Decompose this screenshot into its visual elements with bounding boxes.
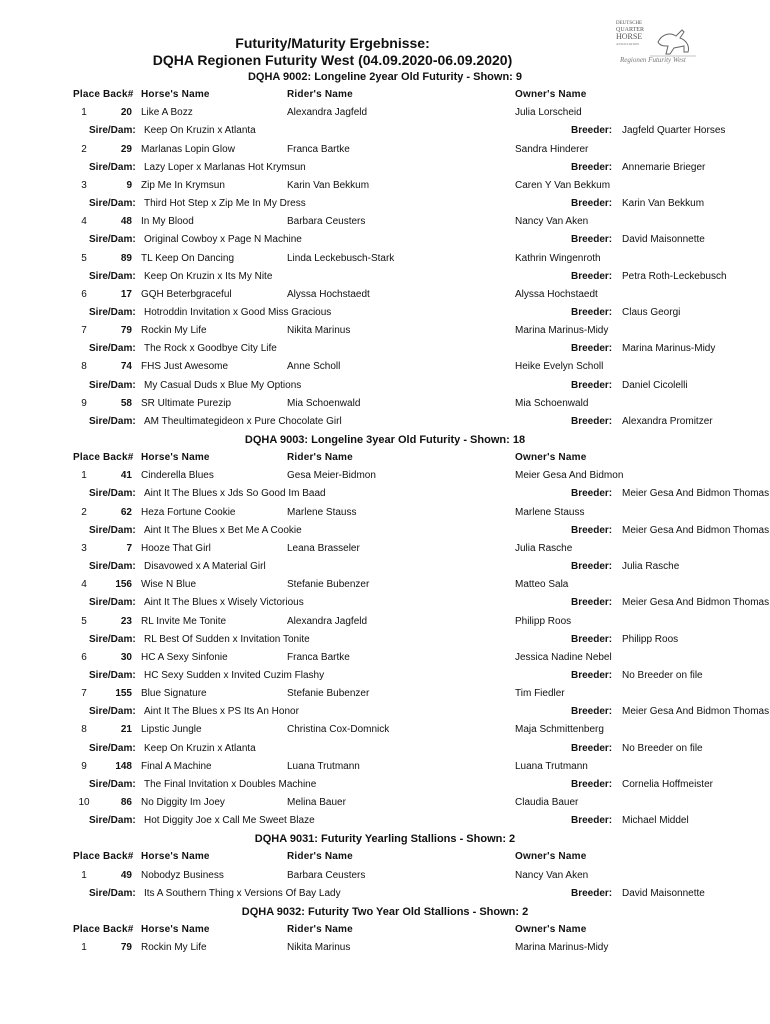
sire-dam-value: AM Theultimategideon x Pure Chocolate Girl: [144, 415, 342, 427]
rider-name: Luana Trutmann: [287, 760, 360, 772]
breeder-label: Breeder:: [571, 524, 613, 536]
sire-dam-value: HC Sexy Sudden x Invited Cuzim Flashy: [144, 669, 325, 681]
owner-name: Caren Y Van Bekkum: [515, 179, 611, 191]
place-value: 5: [81, 252, 87, 264]
back-number: 21: [120, 724, 132, 736]
column-header-place: Place: [73, 851, 101, 863]
sire-dam-label: Sire/Dam:: [89, 706, 136, 718]
result-row: [0, 289, 770, 307]
back-number: 23: [120, 615, 132, 627]
owner-name: Nancy Van Aken: [515, 869, 589, 881]
sire-dam-label: Sire/Dam:: [89, 270, 136, 282]
owner-name: Marina Marinus-Midy: [515, 942, 609, 954]
breeder-label: Breeder:: [571, 488, 613, 500]
rider-name: Barbara Ceusters: [287, 869, 366, 881]
back-number: 58: [120, 397, 132, 409]
rider-name: Franca Bartke: [287, 651, 350, 663]
result-row: [0, 144, 770, 162]
breeder-value: Cornelia Hoffmeister: [622, 778, 713, 790]
column-header-horse: Horse's Name: [141, 89, 210, 101]
rider-name: Karin Van Bekkum: [287, 179, 370, 191]
result-row: [0, 470, 770, 488]
logo-text-2: QUARTER: [616, 27, 644, 33]
result-row: [0, 361, 770, 379]
breeder-label: Breeder:: [571, 597, 613, 609]
breeder-label: Breeder:: [571, 125, 613, 137]
column-header-owner: Owner's Name: [515, 851, 587, 863]
result-row: [0, 253, 770, 271]
back-number: 41: [120, 470, 132, 482]
rider-name: Barbara Ceusters: [287, 216, 366, 228]
rider-name: Mia Schoenwald: [287, 397, 361, 409]
sire-dam-label: Sire/Dam:: [89, 306, 136, 318]
horse-name: Blue Signature: [141, 688, 207, 700]
breeder-value: Alexandra Promitzer: [622, 415, 713, 427]
result-row: [0, 180, 770, 198]
place-value: 9: [81, 760, 87, 772]
sire-dam-value: Keep On Kruzin x Atlanta: [144, 125, 256, 137]
breeder-label: Breeder:: [571, 270, 613, 282]
horse-name: Heza Fortune Cookie: [141, 506, 236, 518]
column-header-row: [0, 924, 770, 942]
result-row: [0, 942, 770, 960]
breeder-value: Claus Georgi: [622, 306, 681, 318]
sire-dam-value: Original Cowboy x Page N Machine: [144, 234, 302, 246]
sire-dam-label: Sire/Dam:: [89, 198, 136, 210]
breeder-label: Breeder:: [571, 415, 613, 427]
breeder-value: Jagfeld Quarter Horses: [622, 125, 726, 137]
pedigree-row: [0, 888, 770, 906]
rider-name: Melina Bauer: [287, 797, 346, 808]
column-header-back: Back#: [103, 851, 134, 863]
breeder-label: Breeder:: [571, 742, 613, 754]
horse-name: Zip Me In Krymsun: [141, 179, 225, 191]
logo-text-1: DEUTSCHE: [616, 21, 643, 26]
breeder-label: Breeder:: [571, 887, 613, 899]
result-row: [0, 579, 770, 597]
breeder-value: Petra Roth-Leckebusch: [622, 270, 727, 282]
pedigree-row: [0, 670, 770, 688]
owner-name: Meier Gesa And Bidmon: [515, 470, 624, 482]
owner-name: Matteo Sala: [515, 579, 569, 591]
horse-name: GQH Beterbgraceful: [141, 288, 232, 300]
back-number: 9: [126, 179, 132, 191]
owner-name: Julia Lorscheid: [515, 107, 582, 119]
column-header-back: Back#: [103, 452, 134, 464]
breeder-value: Julia Rasche: [622, 561, 680, 573]
horse-name: No Diggity Im Joey: [141, 797, 225, 808]
pedigree-row: [0, 125, 770, 143]
pedigree-row: [0, 162, 770, 180]
place-value: 1: [81, 107, 87, 119]
place-value: 7: [81, 325, 87, 337]
breeder-label: Breeder:: [571, 669, 613, 681]
horse-icon: [658, 30, 689, 54]
back-number: 89: [120, 252, 132, 264]
report-title: Futurity/Maturity Ergebnisse:: [235, 35, 430, 51]
sire-dam-value: Hot Diggity Joe x Call Me Sweet Blaze: [144, 815, 315, 827]
column-header-horse: Horse's Name: [141, 452, 210, 464]
back-number: 30: [120, 651, 132, 663]
logo-script-text: Regionen Futurity West: [620, 56, 686, 64]
sire-dam-value: Third Hot Step x Zip Me In My Dress: [144, 198, 306, 210]
breeder-value: David Maisonnette: [622, 887, 705, 899]
place-value: 6: [81, 651, 87, 663]
back-number: 7: [126, 542, 132, 554]
pedigree-row: [0, 234, 770, 252]
result-row: [0, 398, 770, 416]
breeder-label: Breeder:: [571, 561, 613, 573]
breeder-value: No Breeder on file: [622, 669, 703, 681]
rider-name: Christina Cox-Domnick: [287, 724, 390, 736]
back-number: 17: [120, 288, 132, 300]
sire-dam-value: The Rock x Goodbye City Life: [144, 343, 277, 355]
back-number: 86: [120, 797, 132, 808]
place-value: 4: [81, 216, 87, 228]
dqha-logo: [606, 16, 698, 70]
column-header-back: Back#: [103, 924, 134, 936]
sire-dam-value: Aint It The Blues x PS Its An Honor: [144, 706, 299, 718]
column-header-rider: Rider's Name: [287, 851, 353, 863]
rider-name: Nikita Marinus: [287, 942, 351, 954]
breeder-label: Breeder:: [571, 706, 613, 718]
place-value: 7: [81, 688, 87, 700]
owner-name: Marlene Stauss: [515, 506, 585, 518]
pedigree-row: [0, 488, 770, 506]
horse-name: TL Keep On Dancing: [141, 252, 235, 264]
sire-dam-label: Sire/Dam:: [89, 161, 136, 173]
horse-name: Like A Bozz: [141, 107, 193, 119]
horse-name: Final A Machine: [141, 760, 212, 772]
sire-dam-value: Hotroddin Invitation x Good Miss Gracious: [144, 306, 332, 318]
place-value: 2: [81, 143, 87, 155]
horse-name: Lipstic Jungle: [141, 724, 202, 736]
horse-name: RL Invite Me Tonite: [141, 615, 227, 627]
column-header-back: Back#: [103, 89, 134, 101]
horse-name: Wise N Blue: [141, 579, 197, 591]
back-number: 29: [120, 143, 132, 155]
rider-name: Linda Leckebusch-Stark: [287, 252, 395, 264]
place-value: 10: [78, 797, 90, 808]
column-header-row: [0, 851, 770, 869]
column-header-row: [0, 452, 770, 470]
column-header-horse: Horse's Name: [141, 924, 210, 936]
owner-name: Kathrin Wingenroth: [515, 252, 601, 264]
sire-dam-value: Its A Southern Thing x Versions Of Bay Lady: [144, 887, 341, 899]
sire-dam-label: Sire/Dam:: [89, 415, 136, 427]
owner-name: Luana Trutmann: [515, 760, 588, 772]
horse-name: Cinderella Blues: [141, 470, 214, 482]
pedigree-row: [0, 198, 770, 216]
horse-name: HC A Sexy Sinfonie: [141, 651, 228, 663]
logo-text-4: ASSOCIATION: [616, 42, 639, 46]
rider-name: Stefanie Bubenzer: [287, 688, 370, 700]
column-header-owner: Owner's Name: [515, 89, 587, 101]
result-row: [0, 870, 770, 888]
back-number: 155: [115, 688, 132, 700]
result-row: [0, 652, 770, 670]
rider-name: Marlene Stauss: [287, 506, 357, 518]
breeder-label: Breeder:: [571, 815, 613, 827]
owner-name: Mia Schoenwald: [515, 397, 589, 409]
column-header-rider: Rider's Name: [287, 89, 353, 101]
sire-dam-label: Sire/Dam:: [89, 125, 136, 137]
pedigree-row: [0, 634, 770, 652]
back-number: 79: [120, 942, 132, 954]
result-row: [0, 688, 770, 706]
back-number: 62: [120, 506, 132, 518]
horse-name: Hooze That Girl: [141, 542, 211, 554]
pedigree-row: [0, 416, 770, 434]
back-number: 74: [120, 361, 132, 373]
sire-dam-value: Aint It The Blues x Wisely Victorious: [144, 597, 304, 609]
place-value: 8: [81, 361, 87, 373]
back-number: 79: [120, 325, 132, 337]
breeder-label: Breeder:: [571, 234, 613, 246]
owner-name: Julia Rasche: [515, 542, 573, 554]
breeder-value: Michael Middel: [622, 815, 689, 827]
breeder-value: Meier Gesa And Bidmon Thomas: [622, 488, 770, 500]
place-value: 2: [81, 506, 87, 518]
sire-dam-value: RL Best Of Sudden x Invitation Tonite: [144, 633, 310, 645]
result-row: [0, 543, 770, 561]
event-title: DQHA Regionen Futurity West (04.09.2020-06.09.2020): [152, 52, 513, 68]
horse-name: FHS Just Awesome: [141, 361, 229, 373]
sire-dam-value: Aint It The Blues x Jds So Good Im Baad: [144, 488, 326, 500]
column-header-horse: Horse's Name: [141, 851, 210, 863]
breeder-value: Meier Gesa And Bidmon Thomas: [622, 706, 770, 718]
pedigree-row: [0, 706, 770, 724]
place-value: 1: [81, 942, 87, 954]
back-number: 148: [115, 760, 132, 772]
pedigree-row: [0, 271, 770, 289]
horse-name: Marlanas Lopin Glow: [141, 143, 235, 155]
result-row: [0, 507, 770, 525]
result-row: [0, 797, 770, 815]
rider-name: Alexandra Jagfeld: [287, 615, 368, 627]
rider-name: Franca Bartke: [287, 143, 350, 155]
owner-name: Claudia Bauer: [515, 797, 579, 808]
breeder-value: David Maisonnette: [622, 234, 705, 246]
breeder-value: Annemarie Brieger: [622, 161, 706, 173]
owner-name: Tim Fiedler: [515, 688, 565, 700]
sire-dam-value: Aint It The Blues x Bet Me A Cookie: [144, 524, 302, 536]
owner-name: Alyssa Hochstaedt: [515, 288, 598, 300]
place-value: 9: [81, 397, 87, 409]
column-header-owner: Owner's Name: [515, 924, 587, 936]
sire-dam-value: Disavowed x A Material Girl: [144, 561, 266, 573]
sire-dam-label: Sire/Dam:: [89, 778, 136, 790]
pedigree-row: [0, 815, 770, 833]
place-value: 8: [81, 724, 87, 736]
column-header-owner: Owner's Name: [515, 452, 587, 464]
pedigree-row: [0, 779, 770, 797]
sire-dam-label: Sire/Dam:: [89, 234, 136, 246]
breeder-value: Meier Gesa And Bidmon Thomas: [622, 597, 770, 609]
logo-text-3: HORSE: [616, 32, 643, 41]
sire-dam-label: Sire/Dam:: [89, 561, 136, 573]
rider-name: Leana Brasseler: [287, 542, 360, 554]
column-header-rider: Rider's Name: [287, 452, 353, 464]
pedigree-row: [0, 380, 770, 398]
pedigree-row: [0, 343, 770, 361]
column-header-rider: Rider's Name: [287, 924, 353, 936]
breeder-label: Breeder:: [571, 343, 613, 355]
horse-name: SR Ultimate Purezip: [141, 397, 232, 409]
sire-dam-label: Sire/Dam:: [89, 633, 136, 645]
place-value: 1: [81, 869, 87, 881]
rider-name: Alexandra Jagfeld: [287, 107, 368, 119]
sire-dam-label: Sire/Dam:: [89, 524, 136, 536]
pedigree-row: [0, 307, 770, 325]
class-title: DQHA 9031: Futurity Yearling Stallions - Shown: 2: [254, 833, 516, 846]
back-number: 20: [120, 107, 132, 119]
place-value: 4: [81, 579, 87, 591]
sire-dam-value: Keep On Kruzin x Atlanta: [144, 742, 256, 754]
owner-name: Marina Marinus-Midy: [515, 325, 609, 337]
sire-dam-label: Sire/Dam:: [89, 669, 136, 681]
pedigree-row: [0, 561, 770, 579]
owner-name: Sandra Hinderer: [515, 143, 589, 155]
breeder-label: Breeder:: [571, 778, 613, 790]
owner-name: Maja Schmittenberg: [515, 724, 604, 736]
back-number: 156: [115, 579, 132, 591]
class-title: DQHA 9002: Longeline 2year Old Futurity - Shown: 9: [247, 71, 523, 83]
place-value: 6: [81, 288, 87, 300]
sire-dam-label: Sire/Dam:: [89, 742, 136, 754]
rider-name: Stefanie Bubenzer: [287, 579, 370, 591]
rider-name: Alyssa Hochstaedt: [287, 288, 370, 300]
class-title: DQHA 9003: Longeline 3year Old Futurity - Shown: 18: [244, 434, 526, 446]
breeder-label: Breeder:: [571, 161, 613, 173]
breeder-value: Daniel Cicolelli: [622, 379, 688, 391]
result-row: [0, 107, 770, 125]
column-header-row: [0, 89, 770, 107]
horse-name: Nobodyz Business: [141, 869, 224, 881]
place-value: 3: [81, 542, 87, 554]
breeder-value: Meier Gesa And Bidmon Thomas: [622, 524, 770, 536]
sire-dam-label: Sire/Dam:: [89, 343, 136, 355]
owner-name: Nancy Van Aken: [515, 216, 589, 228]
rider-name: Anne Scholl: [287, 361, 341, 373]
sire-dam-label: Sire/Dam:: [89, 887, 136, 899]
back-number: 49: [120, 869, 132, 881]
owner-name: Heike Evelyn Scholl: [515, 361, 604, 373]
pedigree-row: [0, 525, 770, 543]
column-header-place: Place: [73, 89, 101, 101]
breeder-value: No Breeder on file: [622, 742, 703, 754]
result-row: [0, 761, 770, 779]
sire-dam-value: My Casual Duds x Blue My Options: [144, 379, 302, 391]
place-value: 1: [81, 470, 87, 482]
result-row: [0, 724, 770, 742]
pedigree-row: [0, 597, 770, 615]
result-row: [0, 216, 770, 234]
column-header-place: Place: [73, 452, 101, 464]
class-title: DQHA 9032: Futurity Two Year Old Stallions - Shown: 2: [241, 905, 529, 918]
owner-name: Jessica Nadine Nebel: [515, 651, 612, 663]
breeder-label: Breeder:: [571, 198, 613, 210]
sire-dam-label: Sire/Dam:: [89, 597, 136, 609]
rider-name: Nikita Marinus: [287, 325, 351, 337]
breeder-value: Marina Marinus-Midy: [622, 343, 716, 355]
column-header-place: Place: [73, 924, 101, 936]
horse-name: In My Blood: [141, 216, 194, 228]
horse-name: Rockin My Life: [141, 325, 207, 337]
result-row: [0, 325, 770, 343]
sire-dam-label: Sire/Dam:: [89, 488, 136, 500]
result-row: [0, 616, 770, 634]
horse-name: Rockin My Life: [141, 942, 207, 954]
sire-dam-label: Sire/Dam:: [89, 379, 136, 391]
sire-dam-label: Sire/Dam:: [89, 815, 136, 827]
breeder-value: Karin Van Bekkum: [622, 198, 705, 210]
sire-dam-value: Keep On Kruzin x Its My Nite: [144, 270, 273, 282]
rider-name: Gesa Meier-Bidmon: [287, 470, 376, 482]
place-value: 5: [81, 615, 87, 627]
place-value: 3: [81, 179, 87, 191]
breeder-label: Breeder:: [571, 633, 613, 645]
pedigree-row: [0, 743, 770, 761]
breeder-value: Philipp Roos: [622, 633, 679, 645]
owner-name: Philipp Roos: [515, 615, 572, 627]
sire-dam-value: The Final Invitation x Doubles Machine: [144, 778, 317, 790]
breeder-label: Breeder:: [571, 379, 613, 391]
sire-dam-value: Lazy Loper x Marlanas Hot Krymsun: [144, 161, 306, 173]
back-number: 48: [120, 216, 132, 228]
breeder-label: Breeder:: [571, 306, 613, 318]
